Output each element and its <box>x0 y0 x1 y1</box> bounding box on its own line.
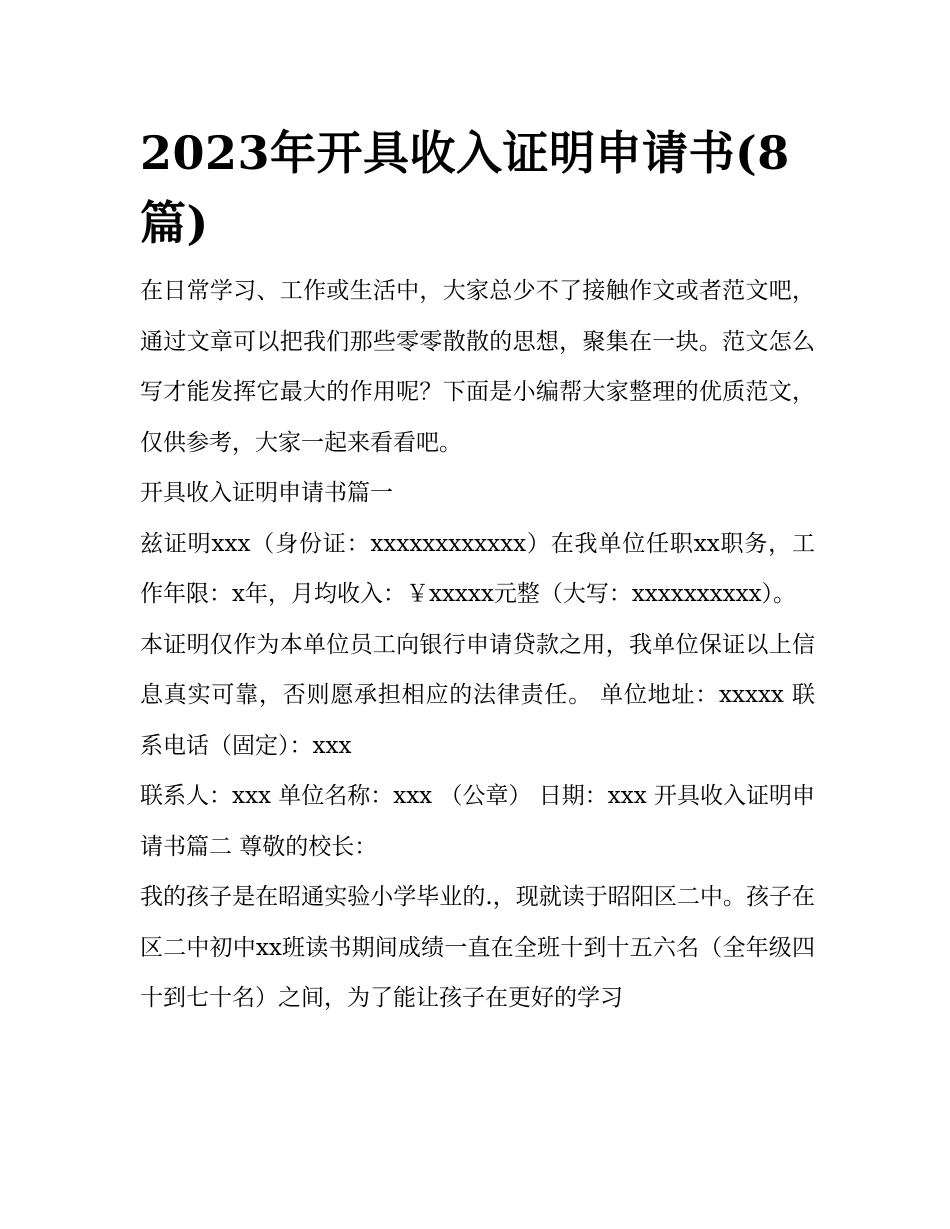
paragraph-purpose-address: 本证明仅作为本单位员工向银行申请贷款之用，我单位保证以上信息真实可靠，否则愿承担相应的法律责任。 单位地址：xxxxx 联系电话（固定）：xxx <box>140 631 815 759</box>
document-title: 2023年开具收入证明申请书(8篇) <box>140 126 790 250</box>
section-heading-part-one: 开具收入证明申请书篇一 <box>140 480 393 506</box>
paragraph-student-letter: 我的孩子是在昭通实验小学毕业的.，现就读于昭阳区二中。孩子在区二中初中xx班读书期间成绩一直在全班十到十五六名（全年级四十到七十名）之间，为了能让孩子在更好的学习 <box>140 884 815 1011</box>
paragraph-contact-part-two: 联系人：xxx 单位名称：xxx （公章） 日期：xxx 开具收入证明申请书篇二 尊敬的校长： <box>140 783 815 860</box>
document-page <box>140 118 815 1024</box>
document-body <box>140 266 815 1024</box>
paragraph-certification: 兹证明xxx（身份证：xxxxxxxxxxxx）在我单位任职xx职务，工作年限：x年，月均收入：￥xxxxx元整（大写：xxxxxxxxxx）。 <box>140 530 815 607</box>
paragraph-intro: 在日常学习、工作或生活中，大家总少不了接触作文或者范文吧，通过文章可以把我们那些零零散散的思想，聚集在一块。范文怎么写才能发挥它最大的作用呢？下面是小编帮大家整理的优质范文，仅供参考，大家一起来看看吧。 <box>140 278 815 456</box>
